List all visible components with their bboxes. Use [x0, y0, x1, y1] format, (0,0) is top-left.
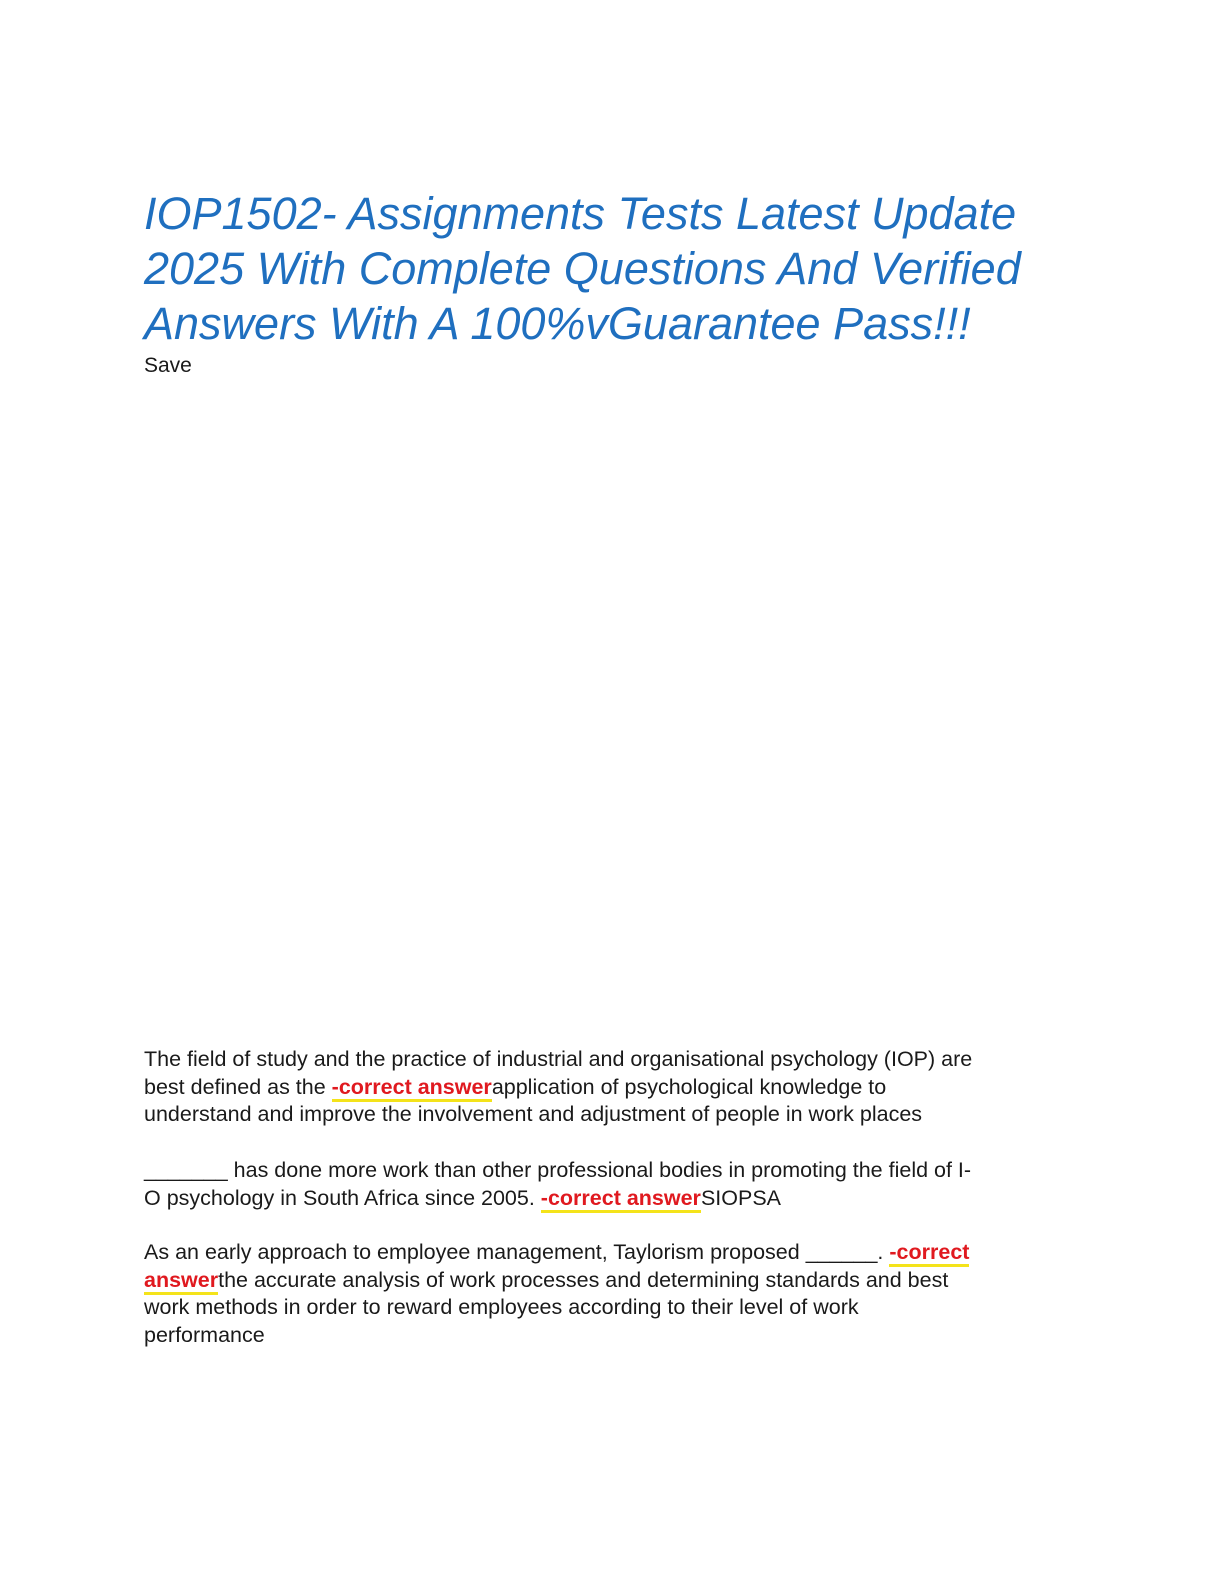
document-title — [144, 186, 1104, 351]
qa-line — [144, 1267, 1074, 1295]
answer-text: the accurate analysis of work processes and determining standards and best — [218, 1267, 949, 1292]
title-line: Answers With A 100%vGuarantee Pass!!! — [144, 298, 971, 349]
correct-answer-marker: -correct answer — [541, 1186, 701, 1213]
question-answer-3 — [144, 1239, 1074, 1349]
qa-line — [144, 1239, 1074, 1267]
qa-line: The field of study and the practice of industrial and organisational psychology (IOP) are — [144, 1047, 973, 1071]
qa-line — [144, 1074, 1074, 1102]
qa-line: _______ has done more work than other professional bodies in promoting the field of I- — [144, 1158, 972, 1182]
question-text: best defined as the — [144, 1074, 332, 1099]
question-answer-1 — [144, 1046, 1074, 1129]
answer-text: SIOPSA — [700, 1185, 781, 1210]
title-line: IOP1502- Assignments Tests Latest Update — [144, 188, 1017, 239]
save-link[interactable]: Save — [144, 354, 192, 377]
title-line: 2025 With Complete Questions And Verified — [144, 243, 1021, 294]
answer-text: application of psychological knowledge to — [491, 1074, 887, 1099]
question-answer-2 — [144, 1157, 1074, 1212]
qa-line: work methods in order to reward employees according to their level of work — [144, 1295, 859, 1319]
correct-answer-marker: answer — [144, 1268, 218, 1295]
qa-line: performance — [144, 1322, 265, 1347]
question-text: As an early approach to employee management, Taylorism proposed ______. — [144, 1240, 890, 1264]
correct-answer-marker: -correct — [889, 1240, 969, 1267]
question-text: O psychology in South Africa since 2005. — [144, 1185, 541, 1210]
qa-line: understand and improve the involvement and adjustment of people in work places — [144, 1102, 923, 1126]
qa-line — [144, 1185, 1074, 1213]
correct-answer-marker: -correct answer — [332, 1075, 492, 1102]
